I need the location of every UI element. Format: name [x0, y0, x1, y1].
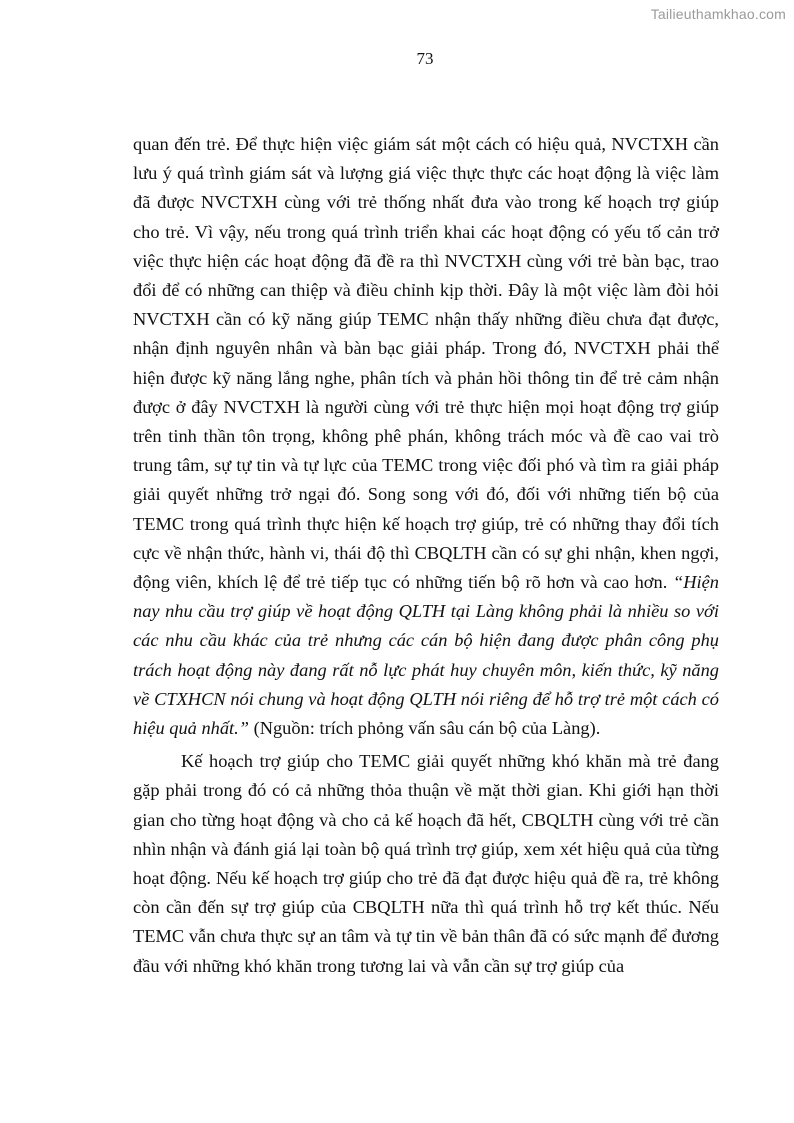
- page-number: 73: [416, 49, 434, 68]
- quote-source: (Nguồn: trích phỏng vấn sâu cán bộ của Làng).: [248, 718, 601, 739]
- paragraph-1-text: quan đến trẻ. Để thực hiện việc giám sát một cách có hiệu quả, NVCTXH cần lưu ý quá trình giám sát và lượng giá việc thực thực các hoạt động là việc làm đã được NVCTXH cùng với trẻ thống nhất đưa vào trong kế hoạch trợ giúp cho trẻ. Vì vậy, nếu trong quá trình triển khai các hoạt động có yếu tố cản trở việc thực hiện các hoạt động đã đề ra thì NVCTXH cùng với trẻ bàn bạc, trao đổi để có những can thiệp và điều chỉnh kịp thời. Đây là một việc làm đòi hỏi NVCTXH cần có kỹ năng giúp TEMC nhận thấy những điều chưa đạt được, nhận định nguyên nhân và bàn bạc giải pháp. Trong đó, NVCTXH phải thể hiện được kỹ năng lắng nghe, phân tích và phản hồi thông tin để trẻ cảm nhận được ở đây NVCTXH là người cùng với trẻ thực hiện mọi hoạt động trợ giúp trên tinh thần tôn trọng, không phê phán, không trách móc và đề cao vai trò trung tâm, sự tự tin và tự lực của TEMC trong việc đối phó và tìm ra giải pháp giải quyết những trở ngại đó. Song song với đó, đối với những tiến bộ của TEMC trong quá trình thực hiện kế hoạch trợ giúp, trẻ có những thay đổi tích cực về nhận thức, hành vi, thái độ thì CBQLTH cần có sự ghi nhận, khen ngợi, động viên, khích lệ để trẻ tiếp tục có những tiến bộ rõ hơn và cao hơn.: [133, 134, 719, 593]
- watermark: Tailieuthamkhao.com: [650, 6, 786, 22]
- interview-quote: “Hiện nay nhu cầu trợ giúp về hoạt động QLTH tại Làng không phải là nhiều so với các nhu cầu khác của trẻ nhưng các cán bộ hiện đang được phân công phụ trách hoạt động này đang rất nỗ lực phát huy chuyên môn, kiến thức, kỹ năng về CTXHCN nói chung và hoạt động QLTH nói riêng để hỗ trợ trẻ một cách có hiệu quả nhất.”: [133, 572, 719, 739]
- paragraph-2: Kế hoạch trợ giúp cho TEMC giải quyết những khó khăn mà trẻ đang gặp phải trong đó có cả những thỏa thuận về mặt thời gian. Khi giới hạn thời gian cho từng hoạt động và cho cả kế hoạch đã hết, CBQLTH cùng với trẻ cần nhìn nhận và đánh giá lại toàn bộ quá trình trợ giúp, xem xét hiệu quả của từng hoạt động. Nếu kế hoạch trợ giúp cho trẻ đã đạt được hiệu quả đề ra, trẻ không còn cần đến sự trợ giúp của CBQLTH nữa thì quá trình hỗ trợ kết thúc. Nếu TEMC vẫn chưa thực sự an tâm và tự tin về bản thân đã có sức mạnh để đương đầu với những khó khăn trong tương lai và vẫn cần sự trợ giúp của: [133, 751, 719, 976]
- page-body: [133, 130, 719, 981]
- paragraph-1: [133, 130, 719, 743]
